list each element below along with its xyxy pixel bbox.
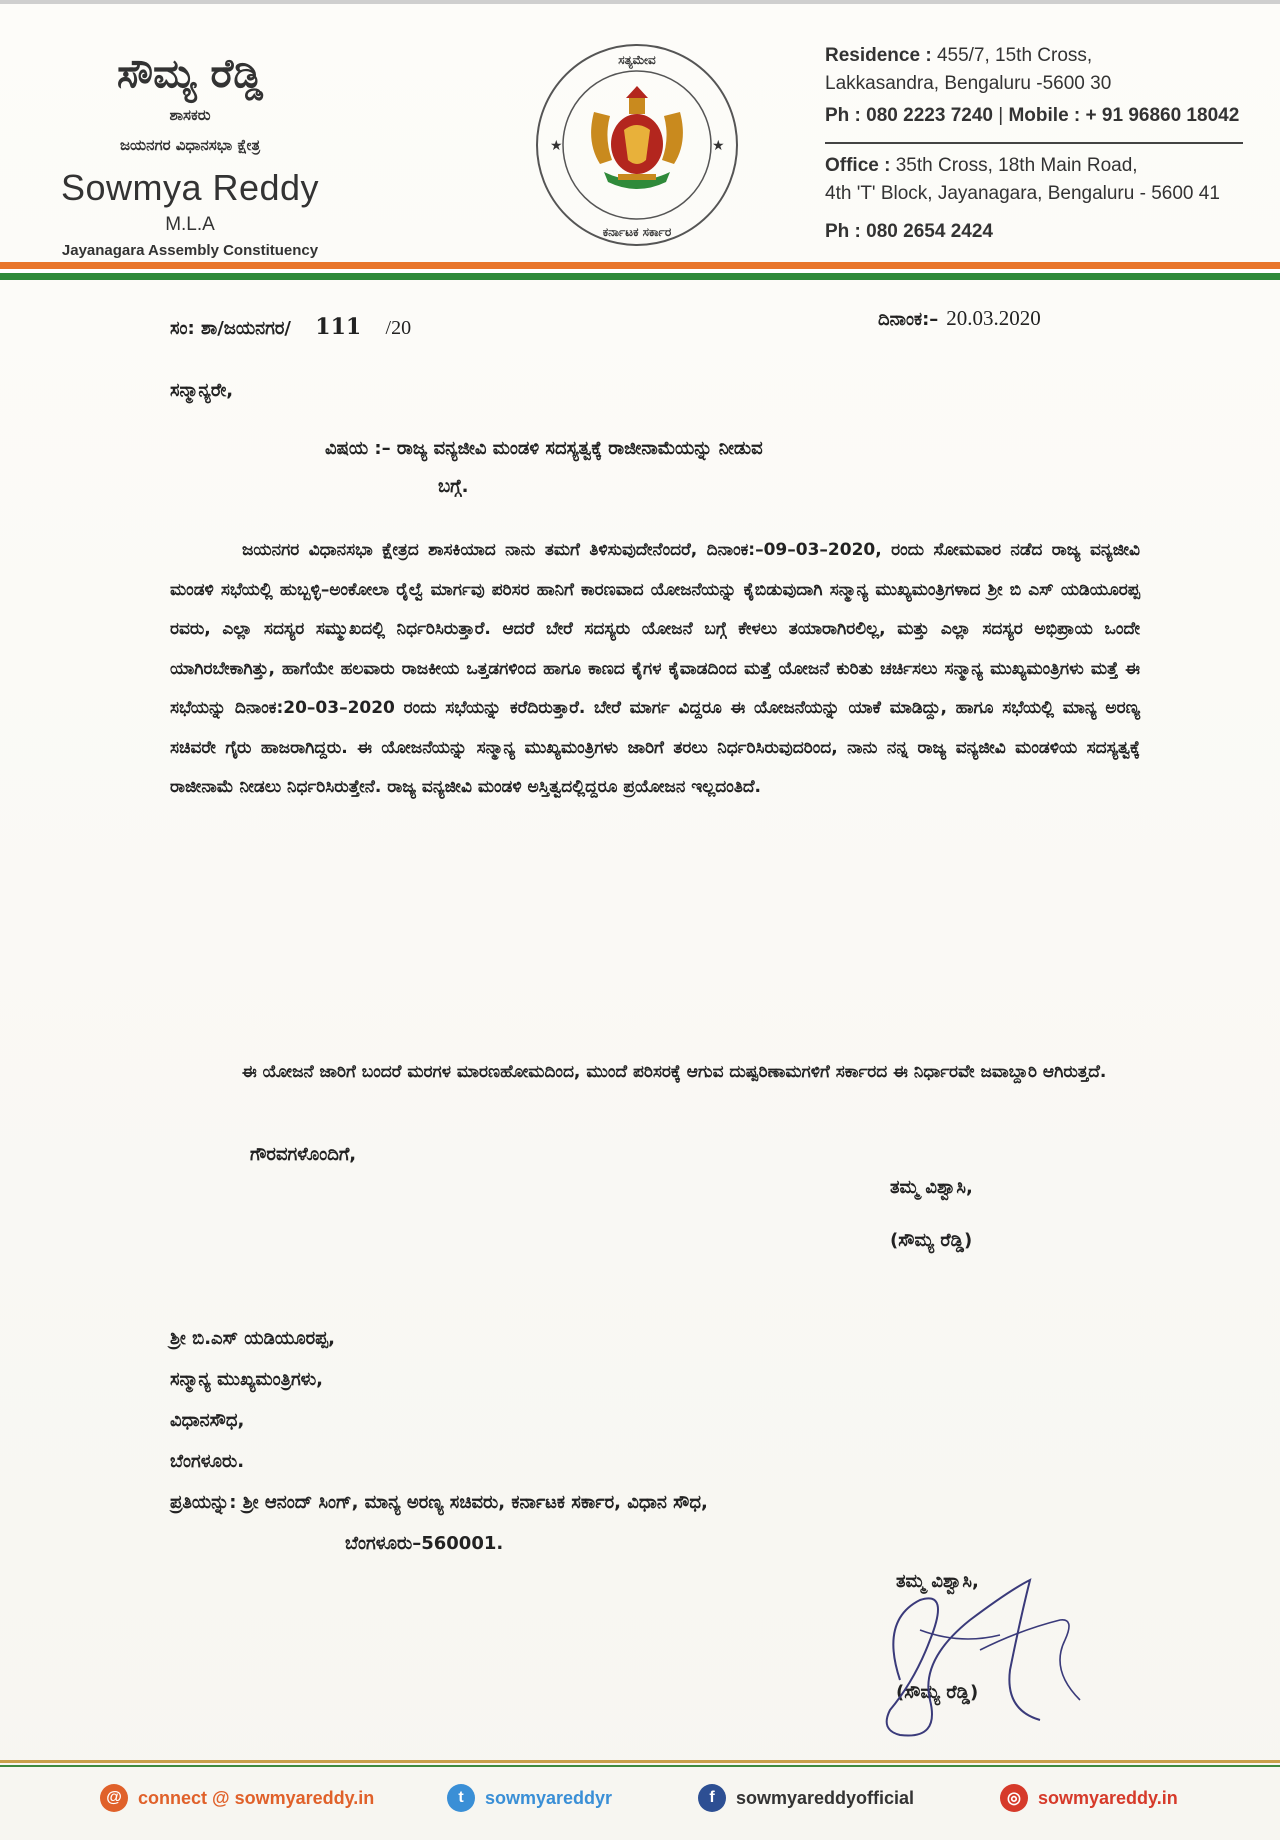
ref-prefix: ಸಂ: ಶಾ/ಜಯನಗರ/ bbox=[170, 318, 292, 339]
ph-label: Ph : bbox=[825, 105, 861, 126]
emblem-bottom-text: ಕರ್ನಾಟಕ ಸರ್ಕಾರ bbox=[602, 225, 672, 239]
tricolour-green-band bbox=[0, 273, 1280, 280]
ph-label-office: Ph : bbox=[825, 221, 861, 242]
footer-contacts bbox=[0, 1772, 1280, 1820]
office-line1: 35th Cross, 18th Main Road, bbox=[895, 155, 1138, 176]
yours-faithfully-final: ತಮ್ಮ ವಿಶ್ವಾಸಿ, bbox=[896, 1571, 979, 1592]
office-label: Office : bbox=[825, 155, 891, 176]
copy-to-line1: ಪ್ರತಿಯನ್ನು: ಶ್ರೀ ಆನಂದ್ ಸಿಂಗ್, ಮಾನ್ಯ ಅರಣ್ಯ ಸಚಿವರು, ಕರ್ನಾಟಕ ಸರ್ಕಾರ, ವಿಧಾನ ಸೌಧ, bbox=[170, 1492, 708, 1513]
salutation: ಸನ್ಮಾನ್ಯರೇ, bbox=[170, 380, 234, 401]
emblem-crest-icon bbox=[591, 86, 683, 189]
twitter-icon: t bbox=[447, 1784, 475, 1812]
footer-rule-green bbox=[0, 1765, 1280, 1767]
mobile-label: Mobile : bbox=[1008, 105, 1081, 126]
copy-to-line2: ಬೆಂಗಳೂರು–560001. bbox=[345, 1533, 504, 1554]
paragraph-1-text: ಜಯನಗರ ವಿಧಾನಸಭಾ ಕ್ಷೇತ್ರದ ಶಾಸಕಿಯಾದ ನಾನು ತಮಗೆ ತಿಳಿಸುವುದೇನೆಂದರೆ, ದಿನಾಂಕ:–09–03–2020, ರಂದು ಸೋಮವಾರ ನಡೆದ ರಾಜ್ಯ ವನ್ಯಜೀವಿ ಮಂಡಳಿ ಸಭೆಯಲ್ಲಿ ಹುಬ್ಬಳ್ಳಿ–ಅಂಕೋಲಾ ರೈಲ್ವೆ ಮಾರ್ಗವು ಪರಿಸರ ಹಾನಿಗೆ ಕಾರಣವಾದ ಯೋಜನೆಯನ್ನು ಕೈಬಿಡುವುದಾಗಿ ಸನ್ಮಾನ್ಯ ಮುಖ್ಯಮಂತ್ರಿಗಳಾದ ಶ್ರೀ ಬಿ ಎಸ್ ಯಡಿಯೂರಪ್ಪ ರವರು, ಎಲ್ಲಾ ಸದಸ್ಯರ ಸಮ್ಮುಖದಲ್ಲಿ ನಿರ್ಧರಿಸಿರುತ್ತಾರೆ. ಆದರೆ ಬೇರೆ ಸದಸ್ಯರು ಯೋಜನೆ ಬಗ್ಗೆ ಕೇಳಲು ತಯಾರಾಗಿರಲಿಲ್ಲ, ಮತ್ತು ಎಲ್ಲಾ ಸದಸ್ಯರ ಅಭಿಪ್ರಾಯ ಒಂದೇ ಯಾಗಿರಬೇಕಾಗಿತ್ತು, ಹಾಗೆಯೇ ಹಲವಾರು ರಾಜಕೀಯ ಒತ್ತಡಗಳಿಂದ ಹಾಗೂ ಕಾಣದ ಕೈಗಳ ಕೈವಾಡದಿಂದ ಮತ್ತೆ ಯೋಜನೆ ಕುರಿತು ಚರ್ಚಿಸಲು ಸನ್ಮಾನ್ಯ ಮುಖ್ಯಮಂತ್ರಿಗಳು ಮತ್ತೆ ಈ ಸಭೆಯನ್ನು ದಿನಾಂಕ:20–03–2020 ರಂದು ಸಭೆಯನ್ನು ಕರೆದಿರುತ್ತಾರೆ. ಬೇರೆ ಮಾರ್ಗ ವಿದ್ದರೂ ಈ ಯೋಜನೆಯನ್ನು ಯಾಕೆ ಮಾಡಿದ್ದು, ಹಾಗೂ ಸಭೆಯಲ್ಲಿ ಮಾನ್ಯ ಅರಣ್ಯ ಸಚಿವರೇ ಗೈರು ಹಾಜರಾಗಿದ್ದರು. ಈ ಯೋಜನೆಯನ್ನು ಸನ್ಮಾನ್ಯ ಮುಖ್ಯಮಂತ್ರಿಗಳು ಜಾರಿಗೆ ತರಲು ನಿರ್ಧರಿಸಿರುವುದರಿಂದ, ನಾನು ನನ್ನ ರಾಜ್ಯ ವನ್ಯಜೀವಿ ಮಂಡಳಿಯ ಸದಸ್ಯತ್ವಕ್ಕೆ ರಾಜೀನಾಮೆ ನೀಡಲು ನಿರ್ಧರಿಸಿರುತ್ತೇನೆ. ರಾಜ್ಯ ವನ್ಯಜೀವಿ ಮಂಡಳಿ ಅಸ್ತಿತ್ವದಲ್ಲಿದ್ದರೂ ಪ್ರಯೋಜನ ಇಲ್ಲದಂತಿದೆ. bbox=[170, 540, 1140, 797]
footer-website[interactable] bbox=[1000, 1784, 1178, 1812]
reference-number bbox=[170, 314, 411, 340]
subject-line2: ಬಗ್ಗೆ. bbox=[438, 476, 469, 497]
emblem-top-text: ಸತ್ಯಮೇವ bbox=[618, 53, 656, 67]
addressee-line4: ಬೆಂಗಳೂರು. bbox=[170, 1451, 245, 1472]
paragraph-2-text: ಈ ಯೋಜನೆ ಜಾರಿಗೆ ಬಂದರೆ ಮರಗಳ ಮಾರಣಹೋಮದಿಂದ, ಮುಂದೆ ಪರಿಸರಕ್ಕೆ ಆಗುವ ದುಷ್ಪರಿಣಾಮಗಳಿಗೆ ಸರ್ಕಾರದ ಈ ನಿರ್ಧಾರವೇ ಜವಾಬ್ದಾರಿ ಆಗಿರುತ್ತದೆ. bbox=[242, 1062, 1107, 1082]
kannada-title: ಶಾಸಕರು bbox=[169, 106, 211, 124]
footer-website-text: sowmyareddy.in bbox=[1038, 1787, 1178, 1808]
residence-line1: 455/7, 15th Cross, bbox=[936, 45, 1093, 66]
subject bbox=[325, 430, 1085, 506]
karnataka-emblem-seal bbox=[534, 42, 740, 248]
addressee-line2: ಸನ್ಮಾನ್ಯ ಮುಖ್ಯಮಂತ್ರಿಗಳು, bbox=[170, 1369, 324, 1390]
body-paragraph-1 bbox=[170, 531, 1140, 808]
email-icon: @ bbox=[100, 1784, 128, 1812]
footer-twitter-text: sowmyareddyr bbox=[485, 1787, 613, 1808]
star-icon: ★ bbox=[550, 138, 563, 154]
footer-twitter[interactable] bbox=[447, 1784, 612, 1812]
addressee-block bbox=[170, 1318, 708, 1564]
footer-rule-gold bbox=[0, 1760, 1280, 1763]
english-title: M.L.A bbox=[165, 214, 215, 235]
ph-residence: 080 2223 7240 bbox=[866, 105, 993, 126]
letterhead-contact: Residence : 455/7, 15th Cross, Lakkasandra, Bengaluru -5600 30 Ph : 080 2223 7240 | Mobile : + 91 96860 18042 Office : 35th Cross, 18th Main Road, 4th 'T' Block, Jayanagara, Bengaluru - 5600 41 Ph : 080 2654 2424 bbox=[825, 42, 1255, 246]
letterhead-identity bbox=[40, 48, 340, 264]
kannada-constituency: ಜಯನಗರ ವಿಧಾನಸಭಾ ಕ್ಷೇತ್ರ bbox=[119, 136, 261, 154]
footer-email-text: connect @ sowmyareddy.in bbox=[138, 1787, 375, 1808]
closing: ಗೌರವಗಳೊಂದಿಗೆ, bbox=[250, 1144, 357, 1165]
star-icon: ★ bbox=[712, 138, 725, 154]
english-constituency: Jayanagara Assembly Constituency bbox=[61, 242, 319, 259]
addressee-line3: ವಿಧಾನಸೌಧ, bbox=[170, 1410, 245, 1431]
date-label: ದಿನಾಂಕ:– bbox=[878, 309, 939, 330]
residence-line2: Lakkasandra, Bengaluru -5600 30 bbox=[825, 73, 1112, 94]
ph-office: 080 2654 2424 bbox=[866, 221, 993, 242]
ref-number: 111 bbox=[315, 314, 362, 340]
facebook-icon: f bbox=[698, 1784, 726, 1812]
footer-facebook-text: sowmyareddyofficial bbox=[736, 1787, 915, 1808]
mobile-number: + 91 96860 18042 bbox=[1085, 105, 1240, 126]
globe-icon: ◎ bbox=[1000, 1784, 1028, 1812]
addressee-line1: ಶ್ರೀ ಬಿ.ಎಸ್ ಯಡಿಯೂರಪ್ಪ, bbox=[170, 1328, 335, 1349]
residence-label: Residence : bbox=[825, 45, 932, 66]
header-divider bbox=[825, 142, 1243, 144]
english-name: Sowmya Reddy bbox=[60, 167, 320, 208]
office-line2: 4th 'T' Block, Jayanagara, Bengaluru - 5600 41 bbox=[825, 183, 1220, 204]
signatory-name: (ಸೌಮ್ಯ ರೆಡ್ಡಿ) bbox=[890, 1230, 973, 1251]
letter-date bbox=[878, 306, 1041, 331]
signatory-name-final: (ಸೌಮ್ಯ ರೆಡ್ಡಿ) bbox=[896, 1682, 979, 1703]
handwritten-signature bbox=[860, 1560, 1100, 1750]
yours-faithfully: ತಮ್ಮ ವಿಶ್ವಾಸಿ, bbox=[890, 1177, 973, 1198]
top-border bbox=[0, 0, 1280, 4]
date-value: 20.03.2020 bbox=[946, 306, 1041, 330]
tricolour-saffron-band bbox=[0, 262, 1280, 269]
ref-suffix: /20 bbox=[385, 317, 412, 339]
kannada-name: ಸೌಮ್ಯ ರೆಡ್ಡಿ bbox=[116, 51, 264, 97]
footer-email[interactable] bbox=[100, 1784, 374, 1812]
subject-line1: ವಿಷಯ :– ರಾಜ್ಯ ವನ್ಯಜೀವಿ ಮಂಡಳಿ ಸದಸ್ಯತ್ವಕ್ಕೆ ರಾಜೀನಾಮೆಯನ್ನು ನೀಡುವ bbox=[325, 438, 763, 459]
footer-facebook[interactable] bbox=[698, 1784, 914, 1812]
body-paragraph-2 bbox=[170, 1053, 1140, 1093]
